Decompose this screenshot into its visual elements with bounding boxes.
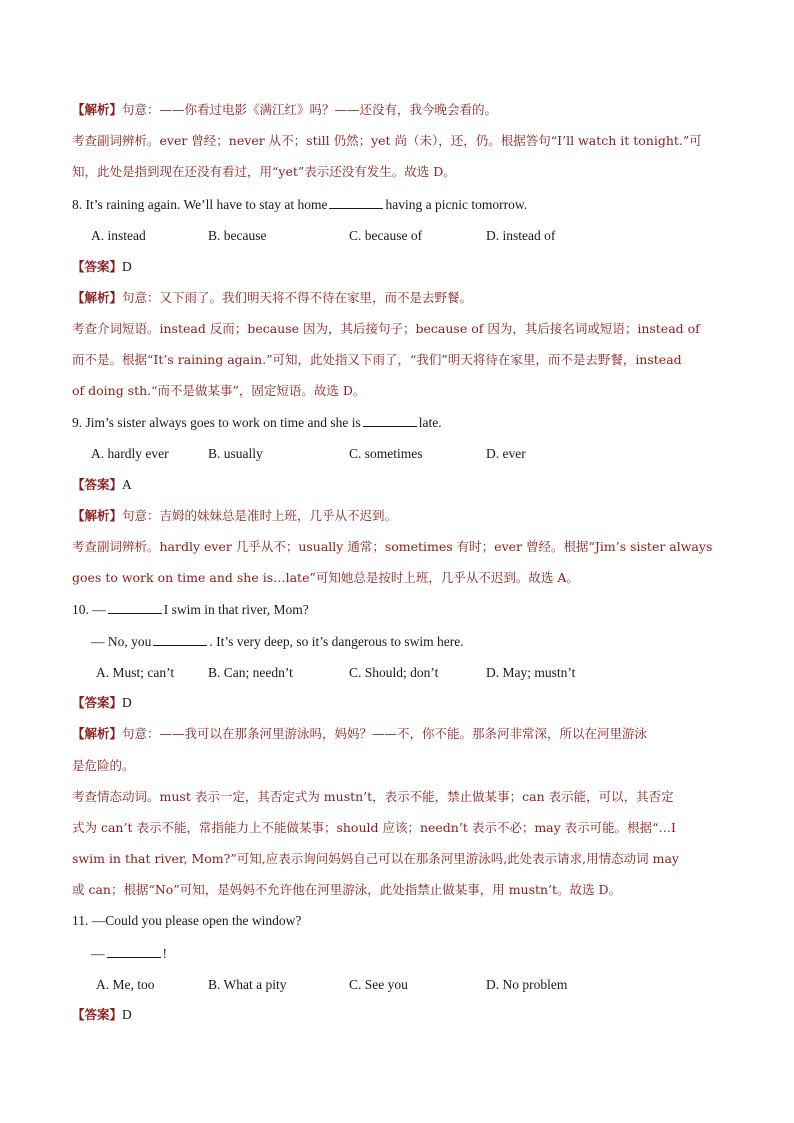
option-d: D. instead of xyxy=(486,228,556,243)
option-c: C. because of xyxy=(349,228,423,243)
question-10-reply: — No, you . It’s very deep, so it’s dangerous to swim here. xyxy=(91,634,464,649)
option-a: A. Must; can’t xyxy=(96,665,175,680)
question-11: 11. —Could you please open the window? xyxy=(72,913,302,928)
option-a: A. Me, too xyxy=(96,977,155,992)
explanation-line: swim in that river, Mom?”可知,应表示询问妈妈自己可以在那条河里游泳吗,此处表示请求,用情态动词 may xyxy=(72,851,679,866)
explanation-line: 考查副词辨析。hardly ever 几乎从不；usually 通常；sometimes 有时；ever 曾经。根据“Jim’s sister always xyxy=(72,539,713,554)
explanation-line: 考查介词短语。instead 反而；because 因为，其后接句子；because of 因为，其后接名词或短语；instead of xyxy=(72,321,700,336)
answer-blank xyxy=(153,633,207,646)
option-a: A. hardly ever xyxy=(91,446,169,461)
option-c: C. See you xyxy=(349,977,408,992)
question-8: 8. It’s raining again. We’ll have to stay at home having a picnic tomorrow. xyxy=(72,197,528,212)
explanation-line: goes to work on time and she is…late”可知她总是按时上班，几乎从不迟到。故选 A。 xyxy=(72,570,579,585)
option-b: B. Can; needn’t xyxy=(208,665,293,680)
answer-blank xyxy=(329,196,383,209)
explanation-line: 或 can；根据“No”可知，是妈妈不允许他在河里游泳，此处指禁止做某事，用 mustn’t。故选 D。 xyxy=(72,882,622,897)
explanation-line: 式为 can’t 表示不能，常指能力上不能做某事；should 应该；needn’t 表示不必；may 表示可能。根据“…I xyxy=(72,820,676,835)
option-b: B. because xyxy=(208,228,267,243)
answer-line: 【答案】D xyxy=(72,259,132,274)
answer-blank xyxy=(108,601,162,614)
answer-blank xyxy=(107,945,161,958)
option-b: B. usually xyxy=(208,446,263,461)
explanation-line: 【解析】句意：——我可以在那条河里游泳吗，妈妈？——不，你不能。那条河非常深，所以在河里游泳 xyxy=(72,726,648,741)
explanation-line: 知，此处是指到现在还没有看过，用“yet”表示还没有发生。故选 D。 xyxy=(72,164,456,179)
question-11-reply: — ! xyxy=(91,946,167,961)
explanation-line: 【解析】句意：吉姆的妹妹总是准时上班，几乎从不迟到。 xyxy=(72,508,398,523)
question-9: 9. Jim’s sister always goes to work on time and she is late. xyxy=(72,415,442,430)
explanation-line: of doing sth.“而不是做某事”，固定短语。故选 D。 xyxy=(72,383,366,398)
option-d: D. May; mustn’t xyxy=(486,665,576,680)
option-b: B. What a pity xyxy=(208,977,287,992)
answer-blank xyxy=(363,414,417,427)
option-d: D. No problem xyxy=(486,977,568,992)
option-c: C. Should; don’t xyxy=(349,665,439,680)
explanation-line: 【解析】句意：又下雨了。我们明天将不得不待在家里，而不是去野餐。 xyxy=(72,290,473,305)
answer-line: 【答案】D xyxy=(72,695,132,710)
answer-line: 【答案】A xyxy=(72,477,132,492)
explanation-line: 【解析】句意：——你看过电影《满江红》吗？——还没有，我今晚会看的。 xyxy=(72,102,498,117)
explanation-line: 考查副词辨析。ever 曾经；never 从不；still 仍然；yet 尚（未），还，仍。根据答句“I’ll watch it tonight.”可 xyxy=(72,133,702,148)
option-a: A. instead xyxy=(91,228,146,243)
question-10: 10. — I swim in that river, Mom? xyxy=(72,602,309,617)
answer-line: 【答案】D xyxy=(72,1007,132,1022)
explanation-line: 是危险的。 xyxy=(72,758,135,773)
explanation-line: 而不是。根据“It’s raining again.”可知，此处指又下雨了，“我们”明天将待在家里，而不是去野餐，instead xyxy=(72,352,682,367)
option-d: D. ever xyxy=(486,446,526,461)
option-c: C. sometimes xyxy=(349,446,423,461)
explanation-line: 考查情态动词。must 表示一定，其否定式为 mustn’t，表示不能，禁止做某事；can 表示能，可以，其否定 xyxy=(72,789,674,804)
explanation-tag: 【解析】 xyxy=(72,102,123,117)
